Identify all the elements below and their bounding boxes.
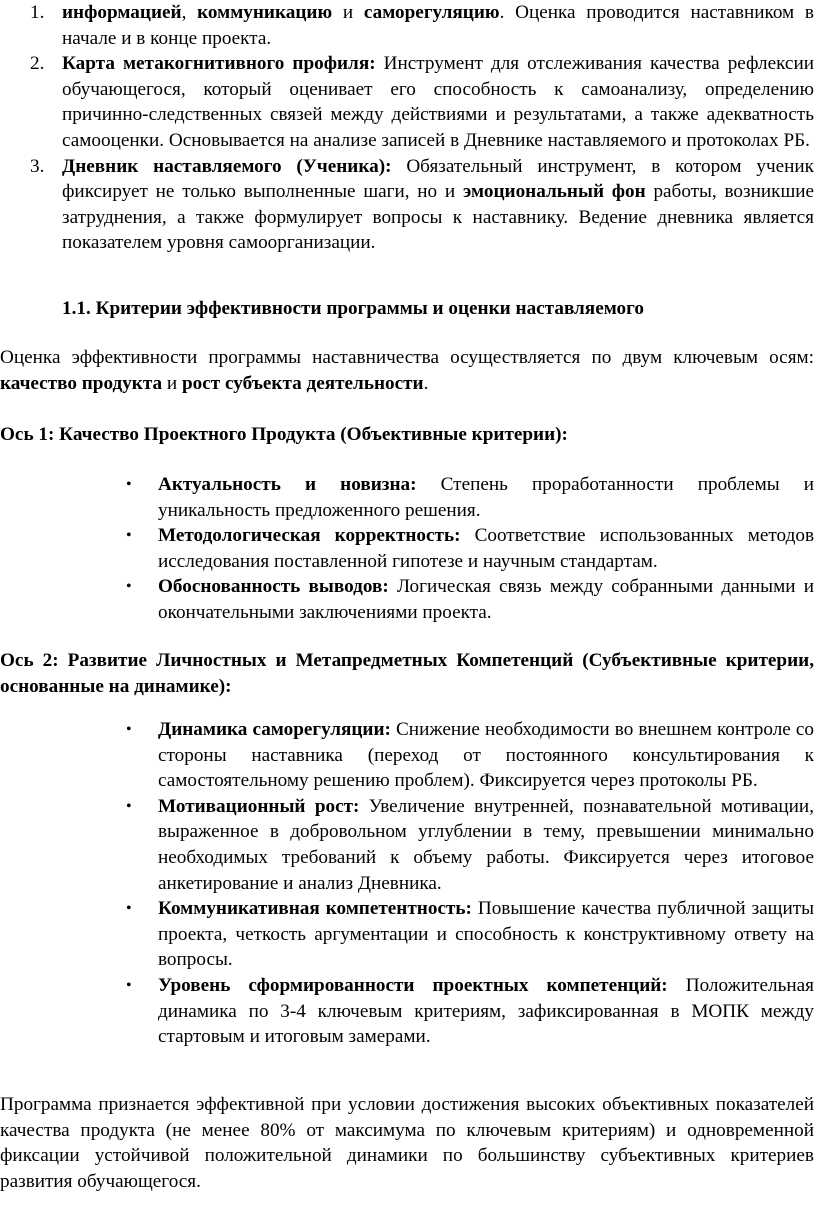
axis1-list (0, 472, 816, 626)
item-number: 3. (30, 155, 45, 177)
axis2-list (0, 717, 816, 1050)
bullet-icon: • (126, 578, 132, 596)
item-number: 1. (30, 2, 45, 23)
intro-paragraph: Оценка эффективности программы наставничества осуществляется по двум ключевым осям: качество продукта и рост субъекта деятельности. (0, 347, 814, 394)
axis2-item-project-competencies: • Уровень сформированности проектных компетенций: Положительная динамика по 3-4 ключевым критериям, зафиксированная в МОПК между стартовым и итоговым замерами. (126, 974, 814, 1048)
axis2-title: Ось 2: Развитие Личностных и Метапредметных Компетенций (Субъективные критерии, основанные на динамике): (0, 650, 814, 697)
item-text: информацией, коммуникацию и саморегуляцию. Оценка проводится наставником в начале и в конце проекта. (62, 2, 814, 49)
bullet-icon: • (126, 721, 132, 738)
item-text: Дневник наставляемого (Ученика): Обязательный инструмент, в котором ученик фиксирует не только выполненные шаги, но и эмоциональный фон работы, возникшие затруднения, а также формулирует вопросы к наставнику. Ведение дневника является показателем уровня самоорганизации. (62, 155, 815, 254)
section-heading: 1.1. Критерии эффективности программы и оценки наставляемого (62, 298, 644, 319)
axis1-item-conclusions: • Обоснованность выводов: Логическая связь между собранными данными и окончательными заключениями проекта. (126, 576, 814, 623)
axis1-item-relevance: • Актуальность и новизна: Степень проработанности проблемы и уникальность предложенного решения. (126, 474, 814, 521)
axis1-item-methodology: • Методологическая корректность: Соответствие использованных методов исследования поставленной гипотезе и научным стандартам. (126, 525, 814, 572)
bullet-icon: • (126, 900, 132, 918)
bullet-icon: • (126, 797, 132, 815)
item-number: 2. (30, 53, 45, 75)
numbered-list (0, 0, 816, 256)
conclusion-paragraph: Программа признается эффективной при условии достижения высоких объективных показателей качества продукта (не менее 80% от максимума по ключевым критериям) и одновременной фиксации устойчивой положительной динамики по большинству субъективных критериев развития обучающегося. (0, 1094, 814, 1192)
axis1-title: Ось 1: Качество Проектного Продукта (Объективные критерии): (0, 424, 568, 445)
axis2-item-communication: • Коммуникативная компетентность: Повышение качества публичной защиты проекта, четкость аргументации и способность к конструктивному ответу на вопросы. (126, 898, 814, 971)
bullet-icon: • (126, 476, 132, 493)
axis2-item-motivation: • Мотивационный рост: Увеличение внутренней, познавательной мотивации, выраженное в добровольном углублении в тему, превышении минимально необходимых требований к объему работы. Фиксируется через итоговое анкетирование и анализ Дневника. (126, 795, 814, 894)
numbered-item-1 (0, 0, 816, 51)
bullet-icon: • (126, 527, 132, 545)
numbered-item-2 (0, 51, 816, 153)
bullet-icon: • (126, 976, 132, 994)
axis2-item-self-regulation: • Динамика саморегуляции: Снижение необходимости во внешнем контроле со стороны наставника (переход от постоянного консультирования к самостоятельному решению проблем). Фиксируется через протоколы РБ. (126, 719, 814, 792)
numbered-item-3 (0, 154, 816, 256)
item-text: Карта метакогнитивного профиля: Инструмент для отслеживания качества рефлексии обучающегося, который оценивает его способность к самоанализу, определению причинно-следственных связей между действиями и результатами, а также адекватность самооценки. Основывается на анализе записей в Дневнике наставляемого и протоколах РБ. (62, 53, 814, 151)
